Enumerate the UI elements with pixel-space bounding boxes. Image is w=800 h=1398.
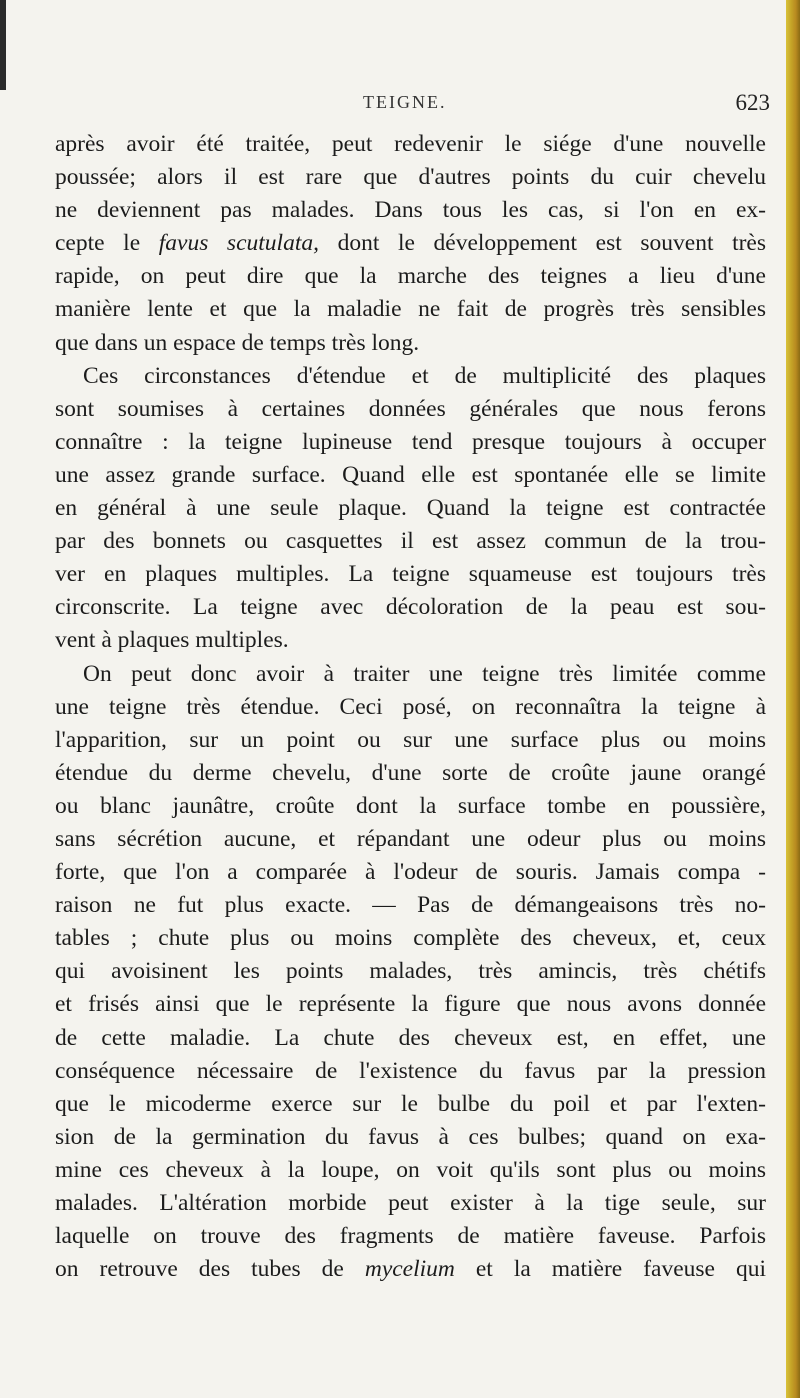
running-title: TEIGNE. xyxy=(363,92,447,112)
text-line-content: tables ; chute plus ou moins complète des cheveux, et, ceux xyxy=(55,925,766,952)
page-number: 623 xyxy=(735,90,770,115)
text-line-content: sion de la germination du favus à ces bulbes; quand on exa- xyxy=(55,1123,766,1150)
text-line-content: mine ces cheveux à la loupe, on voit qu'ils sont plus ou moins xyxy=(55,1156,766,1183)
text-line-content: poussée; alors il est rare que d'autres points du cuir chevelu xyxy=(55,164,766,191)
text-line xyxy=(55,988,766,1021)
text-line-content: cepte le xyxy=(55,230,159,257)
text-line xyxy=(55,955,766,988)
body-text xyxy=(55,128,766,1286)
text-line xyxy=(55,525,766,558)
text-line xyxy=(55,558,766,591)
text-line xyxy=(55,591,766,624)
text-line-content: ver en plaques multiples. La teigne squameuse est toujours très xyxy=(55,561,766,588)
text-line-content: l'apparition, sur un point ou sur une surface plus ou moins xyxy=(55,726,766,753)
text-line xyxy=(55,492,766,525)
text-line-content: On peut donc avoir à traiter une teigne très limitée comme xyxy=(83,660,766,687)
text-line xyxy=(55,426,766,459)
text-line-content: que dans un espace de temps très long. xyxy=(55,329,420,356)
text-line-continuation: et la matière faveuse qui xyxy=(454,1256,766,1283)
text-line xyxy=(55,757,766,790)
text-line-content: une teigne très étendue. Ceci posé, on reconnaîtra la teigne à xyxy=(55,693,766,720)
text-line-content: raison ne fut plus exacte. — Pas de démangeaisons très no- xyxy=(55,892,766,919)
text-line xyxy=(55,227,766,260)
text-line xyxy=(55,360,766,393)
text-line-content: par des bonnets ou casquettes il est assez commun de la trou- xyxy=(55,528,766,555)
text-line-content: de cette maladie. La chute des cheveux est, en effet, une xyxy=(55,1024,766,1051)
text-line-content: rapide, on peut dire que la marche des teignes a lieu d'une xyxy=(55,263,766,290)
text-line-content: sans sécrétion aucune, et répandant une odeur plus ou moins xyxy=(55,825,766,852)
text-line xyxy=(55,624,766,657)
text-line xyxy=(55,1154,766,1187)
text-line-content: conséquence nécessaire de l'existence du favus par la pression xyxy=(55,1057,766,1084)
page-header xyxy=(58,92,770,126)
text-line xyxy=(55,194,766,227)
text-line-content: laquelle on trouve des fragments de matière faveuse. Parfois xyxy=(55,1223,766,1250)
text-line-content: sont soumises à certaines données générales que nous ferons xyxy=(55,395,766,422)
text-line-content: manière lente et que la maladie ne fait de progrès très sensibles xyxy=(55,296,766,323)
text-line xyxy=(55,293,766,326)
text-line xyxy=(55,459,766,492)
text-line xyxy=(55,823,766,856)
text-line-content: une assez grande surface. Quand elle est spontanée elle se limite xyxy=(55,461,766,488)
text-line xyxy=(55,1088,766,1121)
italic-term: mycelium xyxy=(364,1256,455,1283)
text-line xyxy=(55,790,766,823)
italic-term: favus scutulata, xyxy=(158,230,319,257)
text-line xyxy=(55,1022,766,1055)
text-line-content: on retrouve des tubes de xyxy=(55,1256,365,1283)
text-line-continuation: dont le développement est souvent très xyxy=(318,230,767,257)
text-line xyxy=(55,889,766,922)
text-line-content: forte, que l'on a comparée à l'odeur de souris. Jamais compa - xyxy=(55,859,766,886)
book-edge-strip xyxy=(786,0,800,1398)
text-line xyxy=(55,856,766,889)
text-line-content: en général à une seule plaque. Quand la teigne est contractée xyxy=(55,495,766,522)
text-line xyxy=(55,1253,766,1286)
text-line xyxy=(55,1055,766,1088)
text-line-content: circonscrite. La teigne avec décoloration de la peau est sou- xyxy=(55,594,766,621)
text-line xyxy=(55,658,766,691)
text-line-content: que le micoderme exerce sur le bulbe du poil et par l'exten- xyxy=(55,1090,766,1117)
text-line xyxy=(55,1121,766,1154)
text-line xyxy=(55,260,766,293)
text-line xyxy=(55,327,766,360)
text-line-content: étendue du derme chevelu, d'une sorte de croûte jaune orangé xyxy=(55,759,766,786)
text-line-content: ne deviennent pas malades. Dans tous les cas, si l'on en ex- xyxy=(55,197,766,224)
text-line-content: après avoir été traitée, peut redevenir le siége d'une nouvelle xyxy=(55,131,766,157)
text-line xyxy=(55,128,766,161)
text-line xyxy=(55,161,766,194)
text-line xyxy=(55,724,766,757)
text-line-content: ou blanc jaunâtre, croûte dont la surface tombe en poussière, xyxy=(55,792,766,819)
page-edge-mark xyxy=(0,0,6,90)
text-line-content: Ces circonstances d'étendue et de multiplicité des plaques xyxy=(83,362,766,389)
text-line xyxy=(55,922,766,955)
text-line xyxy=(55,393,766,426)
text-line-content: vent à plaques multiples. xyxy=(55,627,289,654)
text-line-content: qui avoisinent les points malades, très amincis, très chétifs xyxy=(55,958,766,985)
text-line xyxy=(55,1220,766,1253)
text-line-content: connaître : la teigne lupineuse tend presque toujours à occuper xyxy=(55,428,766,455)
text-line xyxy=(55,1187,766,1220)
text-line-content: et frisés ainsi que le représente la figure que nous avons donnée xyxy=(55,991,766,1018)
text-line xyxy=(55,691,766,724)
text-line-content: malades. L'altération morbide peut exister à la tige seule, sur xyxy=(55,1190,766,1216)
